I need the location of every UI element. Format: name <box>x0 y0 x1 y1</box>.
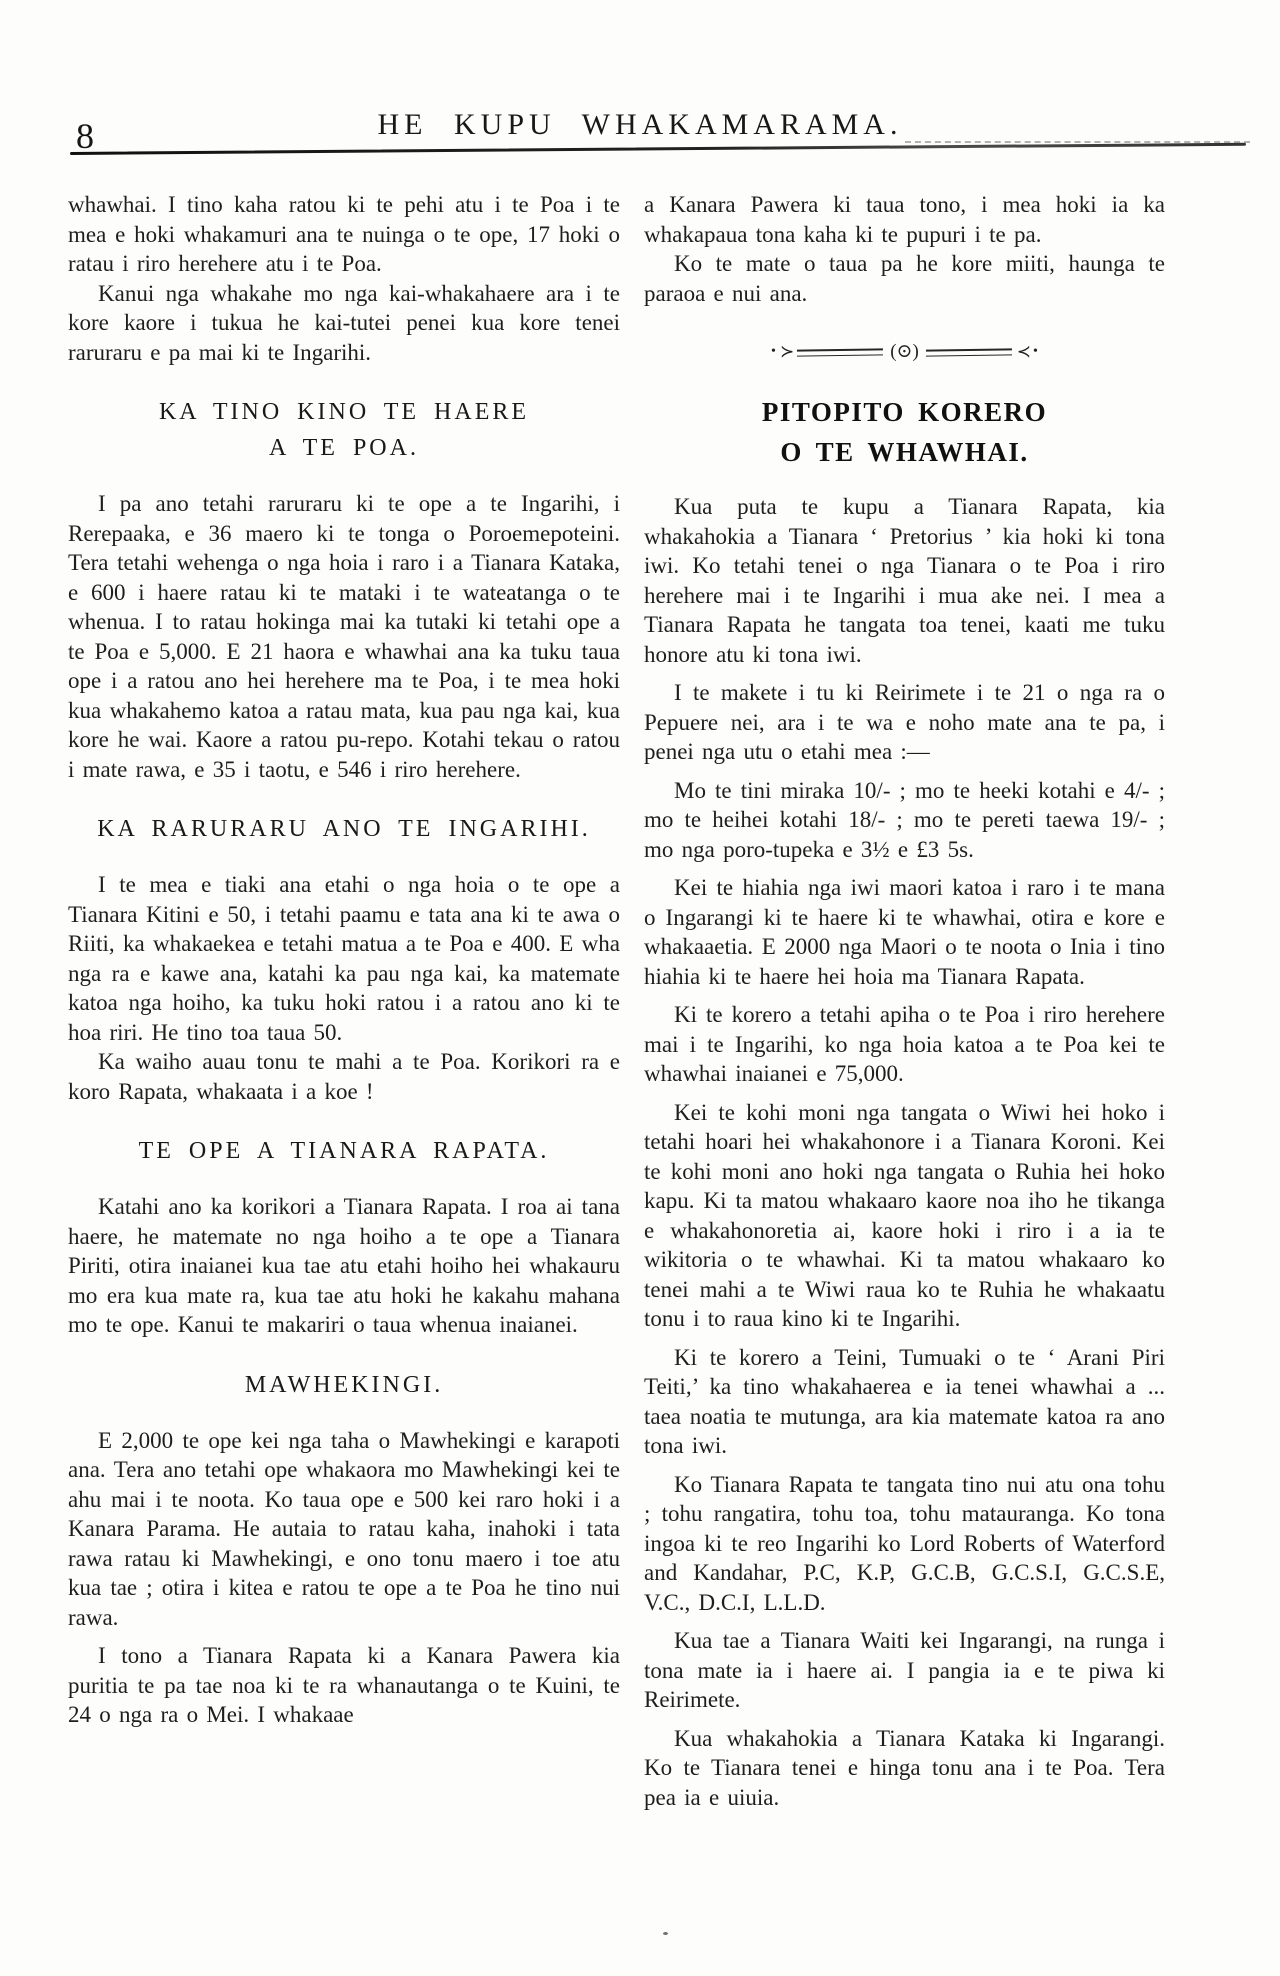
paragraph-kanara-pawera: a Kanara Pawera ki taua tono, i mea hoki ia ka whakapaua tona kaha ki te pupuri i te pa. <box>644 192 1165 247</box>
page-number: 8 <box>76 116 94 156</box>
ornament-left-arrow: ≻ <box>779 342 793 361</box>
paragraph-hiahia: Kei te hiahia nga iwi maori katoa i raro i te mana o Ingarangi ki te haere ki te whawhai, otira e kore e whakaaetia. E 2000 nga Maori o te noota o Inia i tino hiahia ki te haere hei hoia ma Tianara Rapata. <box>644 875 1165 989</box>
ornament-right-arrow: ≺ <box>1016 342 1030 361</box>
masthead <box>0 0 1280 190</box>
article-heading-pitopito-korero <box>644 392 1165 472</box>
section-divider-ornament <box>644 342 1165 362</box>
page-columns <box>68 190 1165 1812</box>
heading-line-2: O TE WHAWHAI. <box>780 437 1029 467</box>
paragraph-makete: I te makete i tu ki Reirimete i te 21 o nga ra o Pepuere nei, ara i te wa e noho mate ana te pa, i penei nga utu o etahi mea :— <box>644 680 1165 764</box>
ornament-right-rule <box>926 348 1012 356</box>
left-column <box>68 190 620 1812</box>
paragraph-katahi: Katahi ano ka korikori a Tianara Rapata. I roa ai tana haere, he matemate no nga hoiho a te ope a Tianara Piriti, otira inaianei kua tae atu etahi hoiho hei whakauru mo era kua mate ra, kua tae atu hoki he kakahu mahana mo te ope. Kanui te makariri o taua whenua inaianei. <box>68 1194 620 1337</box>
section-heading-mawhekingi: MAWHEKINGI. <box>244 1371 444 1398</box>
paragraph-ka-waiho: Ka waiho auau tonu te mahi a te Poa. Korikori ra e koro Rapata, whakaata i a koe ! <box>68 1049 620 1104</box>
paragraph-tono: I tono a Tianara Rapata ki a Kanara Pawera kia puritia te pa tae noa ki te ra whanautanga o te Kuini, te 24 o nga ra o Mei. I whakaae <box>68 1643 620 1727</box>
scan-speck <box>663 1932 668 1935</box>
ornament-left-rule <box>797 348 883 356</box>
section-heading-ka-raruraru: KA RARURARU ANO TE INGARIHI. <box>97 816 591 842</box>
paragraph-kanui: Kanui nga whakahe mo nga kai-whakahaere ara i te kore kaore i tukua he kai-tutei penei kua kore tenei raruraru e pa mai ki te Ingarihi. <box>68 280 620 365</box>
paragraph-waiti: Kua tae a Tianara Waiti kei Ingarangi, na runga i tona mate ia i haere ai. I pangia ia e te piwa ki Reirimete. <box>644 1628 1165 1712</box>
heading-line-1: PITOPITO KORERO <box>761 397 1048 427</box>
ornament-left-dot: • <box>771 344 776 359</box>
section-heading-te-ope: TE OPE A TIANARA RAPATA. <box>138 1138 550 1164</box>
paragraph-ko-te-mate: Ko te mate o taua pa he kore miiti, haunga te paraoa e nui ana. <box>644 251 1165 306</box>
paragraph-continuation: whawhai. I tino kaha ratou ki te pehi atu i te Poa i te mea e hoki whakamuri ana te nuinga o te ope, 17 hoki o ratau i riro herehere atu i te Poa. <box>68 192 620 276</box>
paragraph-teini: Ki te korero a Teini, Tumuaki o te ‘ Arani Piri Teiti,’ ka tino whakahaerea e ia tenei whawhai a ... taea noatia te mutunga, ara kia matemate katoa ra ano tona iwi. <box>644 1344 1165 1458</box>
right-column <box>644 190 1165 1812</box>
paragraph-tiaki: I te mea e tiaki ana etahi o nga hoia o te ope a Tianara Kitini e 50, i tetahi paamu e tata ana ki te awa o Riiti, ka whakaekea e tetahi matua a te Poa e 400. E wha nga ra e kawe ana, katahi ka pau nga kai, ka matemate katoa nga hoiho, ka tuku hoki ratou i a ratou ano ki te hoa riri. He tino toa taua 50. <box>68 872 620 1045</box>
ornament-center-glyph: (⊙) <box>890 341 919 362</box>
paragraph-i-pa: I pa ano tetahi raruraru ki te ope a te Ingarihi, i Rerepaaka, e 36 maero ki te tonga o Poroemepoteini. Tera tetahi wehenga o nga hoia i raro i a Tianara Kataka, e 600 i haere ratau ki te mataki i te wateatanga o te whenua. I to ratau hokinga mai ka tutaki ki tetahi ope a te Poa e 5,000. E 21 haora e whawhai ana ka tuku taua ope i a ratou ano hei herehere ma te Poa, i te mea hoki kua whakahemo katoa a ratau mata, kua pau nga kai, kua kore he wai. Kaore a ratou pu-repo. Kotahi tekau o ratou i mate rawa, e 35 i taotu, e 546 i riro herehere. <box>68 491 620 782</box>
header-rule <box>70 143 1246 155</box>
paragraph-utu: Mo te tini miraka 10/- ; mo te heeki kotahi e 4/- ; mo te heihei kotahi 18/- ; mo te pereti taewa 19/- ; mo nga poro-tupeka e 3½ e £3 5s. <box>644 777 1165 862</box>
paragraph-tohu: Ko Tianara Rapata te tangata tino nui atu ona tohu ; tohu rangatira, tohu toa, tohu matauranga. Ko tona ingoa ki te reo Ingarihi ko Lord Roberts of Waterford and Kandahar, P.C, K.P, G.C.B, G.C.S.I, G.C.S.E, V.C., D.C.I, L.L.D. <box>644 1471 1165 1615</box>
paragraph-kua-puta: Kua puta te kupu a Tianara Rapata, kia whakahokia a Tianara ‘ Pretorius ’ kia hoki ki tona iwi. Ko tetahi tenei o nga Tianara o te Poa i riro herehere mai i te Ingarihi i mua ake nei. I mea a Tianara Rapata he tangata toa tenei, kaati me tuku honore atu ki tona iwi. <box>644 494 1165 667</box>
heading-line-1: KA TINO KINO TE HAERE <box>158 399 530 425</box>
paper-title: HE KUPU WHAKAMARAMA. <box>377 108 903 141</box>
paragraph-apiha: Ki te korero a tetahi apiha o te Poa i riro herehere mai i te Ingarihi, ko nga hoia katoa a te Poa kei te whawhai inaianei e 75,000. <box>644 1002 1165 1086</box>
paragraph-kohi-moni: Kei te kohi moni nga tangata o Wiwi hei hoko i tetahi hoari hei whakahonore i a Tianara Koroni. Kei te kohi moni ano hoki nga tangata o Ruhia hei hoko kapu. Ki ta matou whakaaro kaore noa iho he tikanga e whakahonoretia ai, kaore hoki i riro i a ia te wikitoria o te whawhai. Ki ta matou whakaaro ko tenei mahi a te Wiwi raua ko te Ruhia he whakaatu tonu i to raua kino ki te Ingarihi. <box>644 1099 1165 1331</box>
paragraph-mawhekingi: E 2,000 te ope kei nga taha o Mawhekingi e karapoti ana. Tera ano tetahi ope whakaora mo Mawhekingi kei te ahu mai i te noota. Ko taua ope e 500 kei raro hoki i a Kanara Parama. He autaia to ratau kaha, inahoki i tata rawa ratau ki Mawhekingi, e ono tonu maero i toe atu kua tae ; otira i kitea e ratou te ope a te Poa he tino nui rawa. <box>68 1427 620 1630</box>
heading-line-2: A TE POA. <box>269 435 419 461</box>
paragraph-kataka: Kua whakahokia a Tianara Kataka ki Ingarangi. Ko te Tianara tenei e hinga tonu ana i te Poa. Tera pea ia e uiuia. <box>644 1725 1165 1810</box>
ornament-right-dot: • <box>1033 344 1038 359</box>
section-heading-ka-tino-kino <box>68 394 620 466</box>
